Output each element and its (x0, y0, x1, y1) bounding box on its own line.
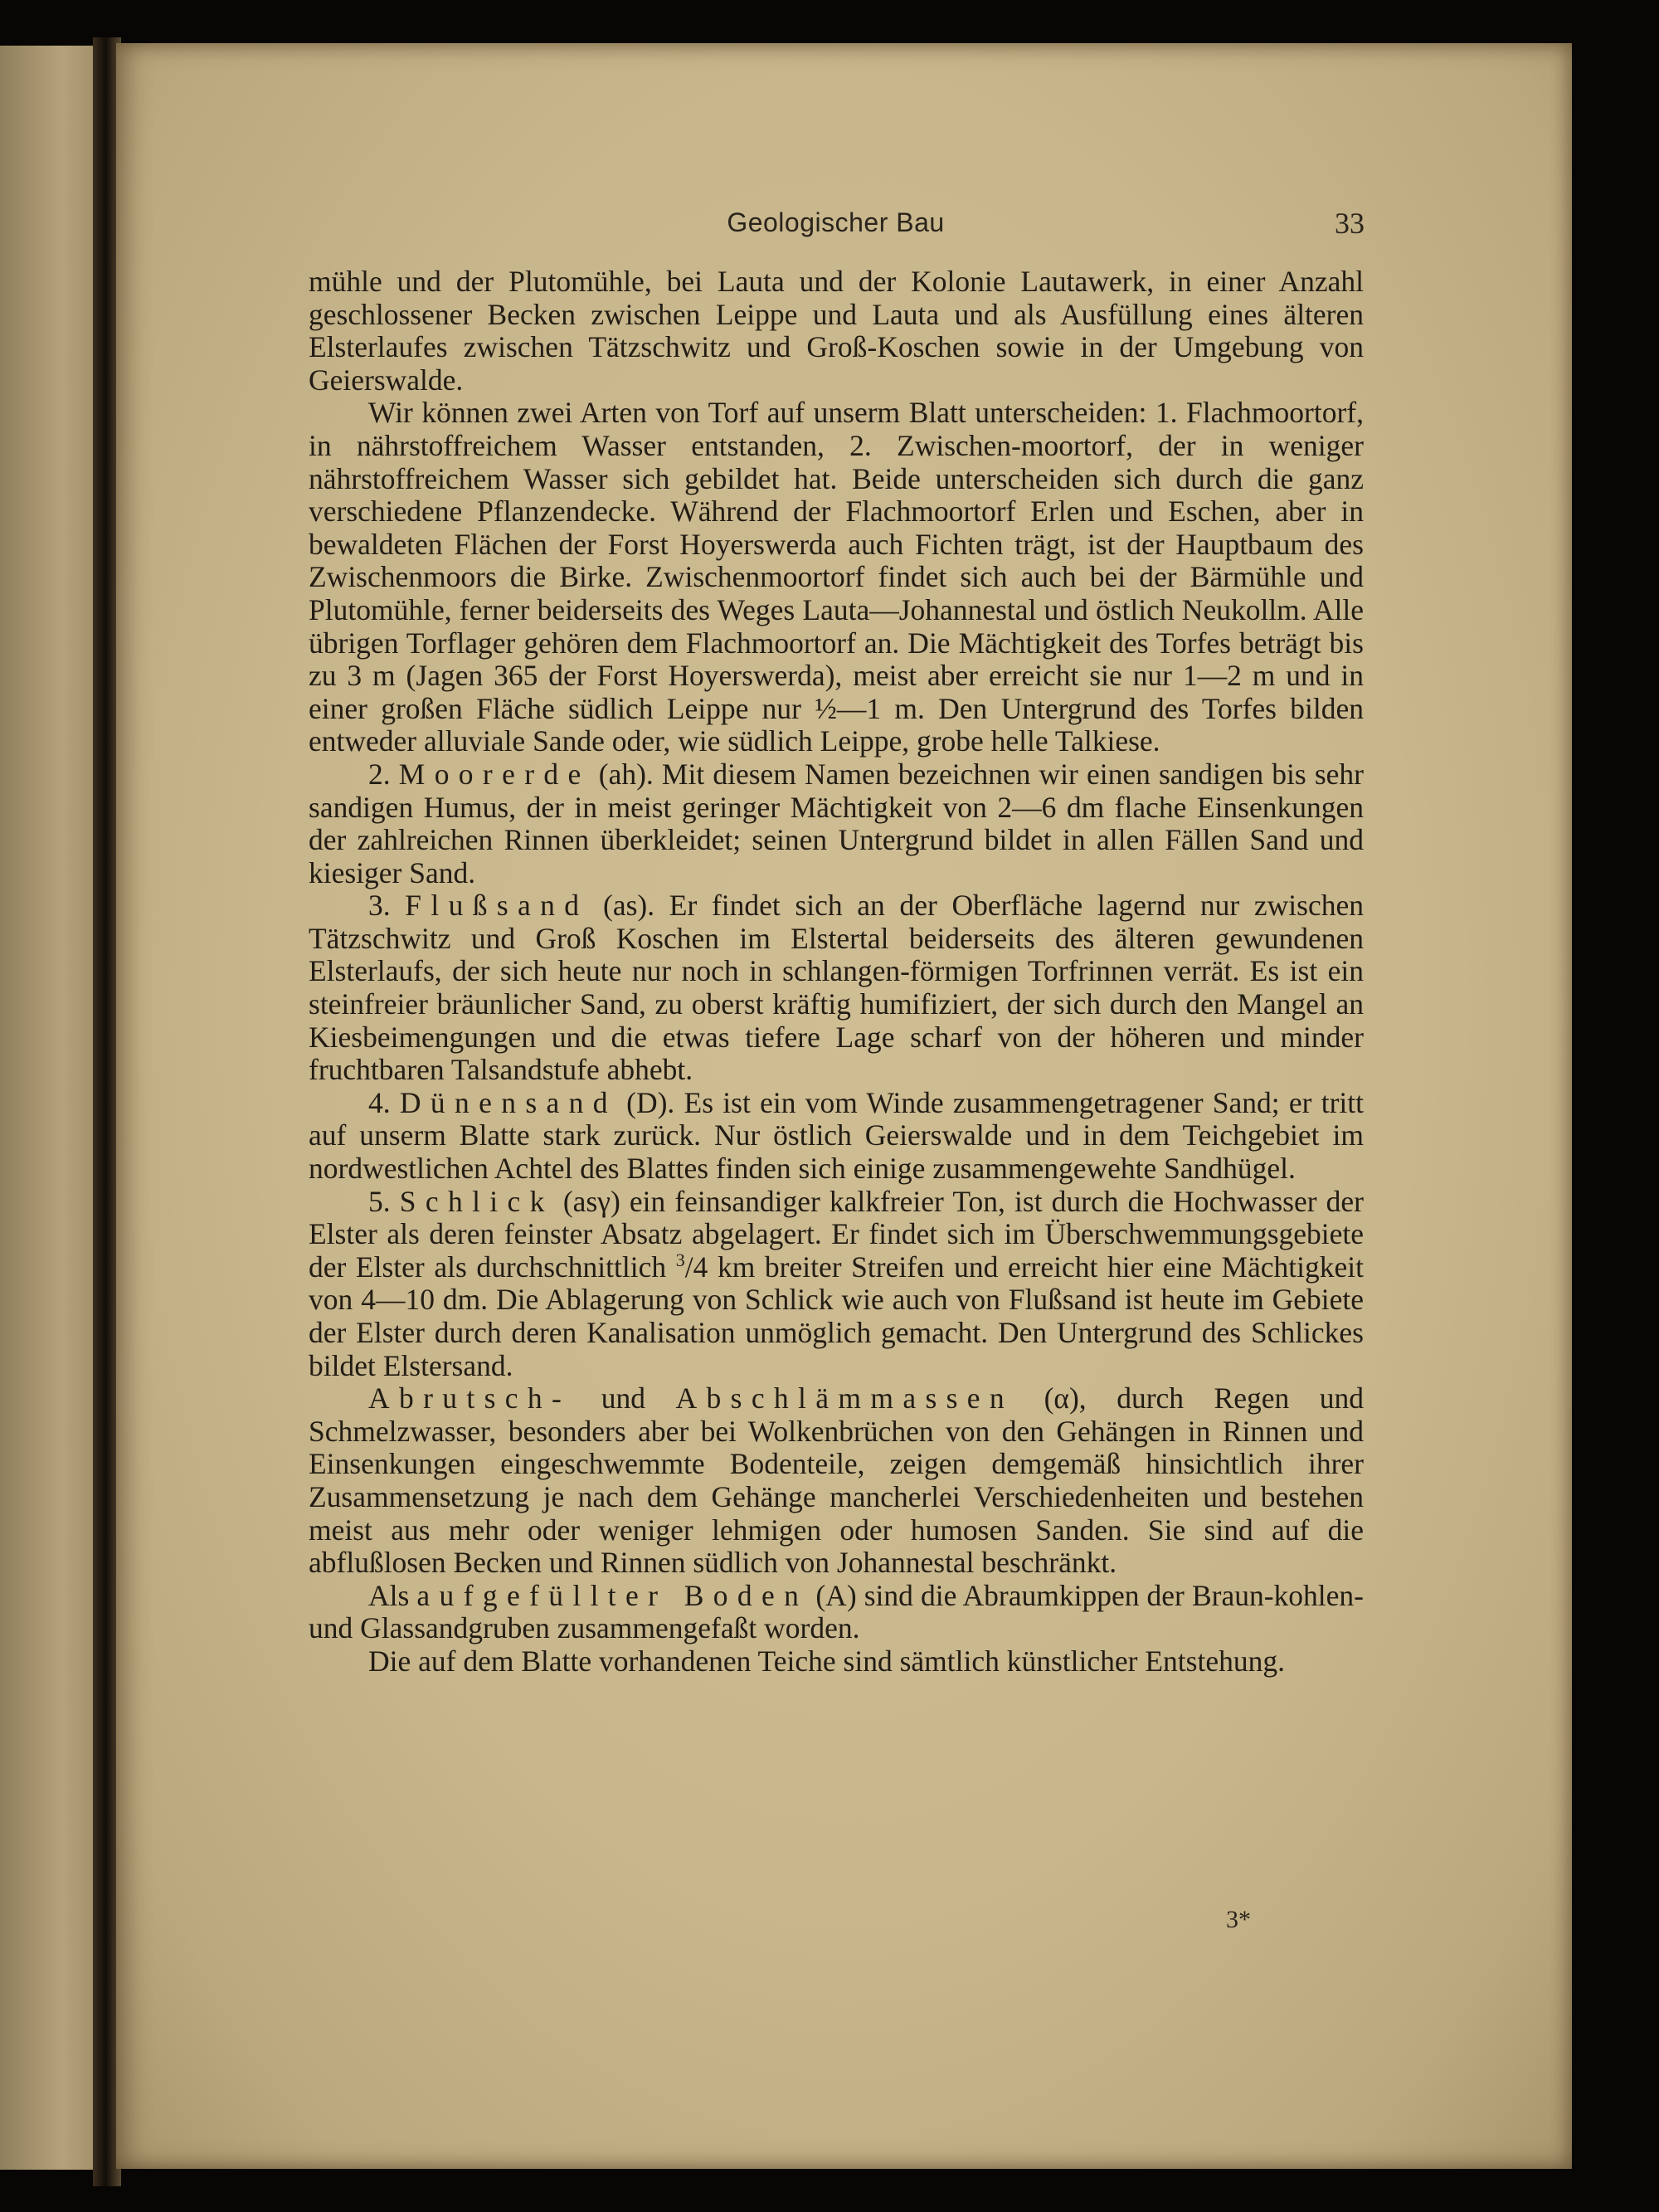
term-duenensand: Dünensand (399, 1085, 617, 1119)
paragraph-text: (α), durch Regen und Schmelzwasser, besonders aber bei Wolkenbrüchen von den Gehängen in Rinnen und Einsenkungen eingeschwemmte Bodenteile, zeigen demgemäß hinsichtlich ihrer Zusammensetzung je nach dem Gehänge mancherlei Verschiedenheiten und bestehen meist aus mehr oder weniger lehmigen oder humosen Sanden. Sie sind auf die abflußlosen Becken und Rinnen südlich von Johannestal beschränkt. (309, 1381, 1365, 1580)
paragraph-torf (309, 397, 1364, 758)
paragraph-teiche (309, 1645, 1364, 1678)
paragraph-abrutschmassen (309, 1382, 1364, 1580)
paragraph-schlick (309, 1186, 1364, 1383)
lead-word: Als (368, 1578, 410, 1612)
paragraph-text-after: km breiter Streifen und erreicht hier eine Mächtigkeit von 4—10 dm. Die Ablagerung von Schlick wie auch von Flußsand ist heute im Gebiete der Elster durch deren Kanalisation unmöglich gemacht. Den Untergrund des Schlickes bildet Elstersand. (309, 1250, 1365, 1382)
item-number: 3. (368, 889, 391, 923)
term-schlick: Schlick (399, 1184, 554, 1218)
term-moorerde: Moorerde (398, 757, 591, 791)
paragraph-aufgefuellter-boden (309, 1580, 1364, 1645)
fraction-denominator: /4 (684, 1250, 708, 1284)
fraction-numerator: 3 (675, 1249, 685, 1270)
paragraph-text: Die auf dem Blatte vorhandenen Teiche sind sämtlich künstlicher Entstehung. (368, 1644, 1285, 1678)
paragraph-text: (ah). Mit diesem Namen bezeichnen wir einen sandigen bis sehr sandigen Humus, der in meist geringer Mächtigkeit von 2—6 dm flache Einsenkungen der zahlreichen Rinnen überkleidet; seinen Untergrund bildet in allen Fällen Sand und kiesiger Sand. (309, 757, 1364, 889)
paragraph-duenensand (309, 1087, 1364, 1186)
paragraph-intro (309, 266, 1364, 397)
paragraph-text: mühle und der Plutomühle, bei Lauta und der Kolonie Lautawerk, in einer Anzahl geschlossener Becken zwischen Leippe und Lauta und als Ausfüllung eines älteren Elsterlaufes zwischen Tätzschwitz und Groß-Koschen sowie in der Umgebung von Geierswalde. (309, 265, 1364, 397)
connector-text: und (601, 1381, 645, 1415)
paragraph-text: (as). Er findet sich an der Oberfläche lagernd nur zwischen Tätzschwitz und Groß Koschen im Elstertal beiderseits des älteren gewundenen Elsterlaufs, der sich heute nur noch in schlangen-förmigen Torfrinnen verrät. Es ist ein steinfreier bräunlicher Sand, zu oberst kräftig humifiziert, der sich durch den Mangel an Kiesbeimengungen und die etwas tiefere Lage scharf von der höheren und minder fruchtbaren Talsandstufe abhebt. (309, 889, 1364, 1087)
paragraph-flusssand (309, 889, 1364, 1087)
printer-signature-mark: 3* (1226, 1906, 1251, 1933)
page-header (307, 207, 1365, 242)
item-number: 5. (368, 1184, 391, 1218)
term-aufgefuellter-boden: aufgefüllter Boden (416, 1578, 809, 1612)
paragraph-text: (asγ) ein feinsandiger kalkfreier Ton, ist durch die Hochwasser der Elster als deren feinster Absatz abgelagert. Er findet sich im Überschwemmungsgebiete der Elster als durchschnittlich (309, 1184, 1364, 1284)
term-flusssand: Flußsand (405, 889, 589, 923)
paragraph-text: (D). Es ist ein vom Winde zusammengetragener Sand; er tritt auf unserm Blatte stark zurück. Nur östlich Geierswalde und in dem Teichgebiet im nordwestlichen Achtel des Blattes finden sich einige zusammengewehte Sandhügel. (309, 1085, 1365, 1186)
running-title: Geologischer Bau (727, 207, 945, 237)
paragraph-text: Wir können zwei Arten von Torf auf unserm Blatt unterscheiden: 1. Flachmoortorf, in nährstoffreichem Wasser entstanden, 2. Zwischen-moortorf, der in weniger nährstoffreichem Wasser sich gebildet hat. Beide unterscheiden sich durch die ganz verschiedene Pflanzendecke. Während der Flachmoortorf Erlen und Eschen, aber in bewaldeten Flächen der Forst Hoyerswerda auch Fichten trägt, ist der Hauptbaum des Zwischenmoors die Birke. Zwischenmoortorf findet sich auch bei der Bärmühle und Plutomühle, ferner beiderseits des Weges Lauta—Johannestal und östlich Neukollm. Alle übrigen Torflager gehören dem Flachmoortorf an. Die Mächtigkeit des Torfes beträgt bis zu 3 m (Jagen 365 der Forst Hoyerswerda), meist aber erreicht sie nur 1—2 m und in einer großen Fläche südlich Leippe nur ½—1 m. Den Untergrund des Torfes bilden entweder alluviale Sande oder, wie südlich Leippe, grobe helle Talkiese. (309, 396, 1364, 758)
paragraph-moorerde (309, 758, 1364, 889)
item-number: 4. (368, 1085, 391, 1119)
previous-page-edge (0, 46, 104, 2170)
term-abschlaemmassen: Abschlämmassen (675, 1381, 1014, 1415)
item-number: 2. (368, 757, 391, 791)
paragraph-text: (A) sind die Abraumkippen der Braun-kohlen- und Glassandgruben zusammengefaßt worden. (309, 1578, 1364, 1645)
page-number: 33 (1335, 207, 1365, 240)
body-text (309, 266, 1364, 1678)
term-abrutsch: Abrutsch- (368, 1381, 572, 1415)
